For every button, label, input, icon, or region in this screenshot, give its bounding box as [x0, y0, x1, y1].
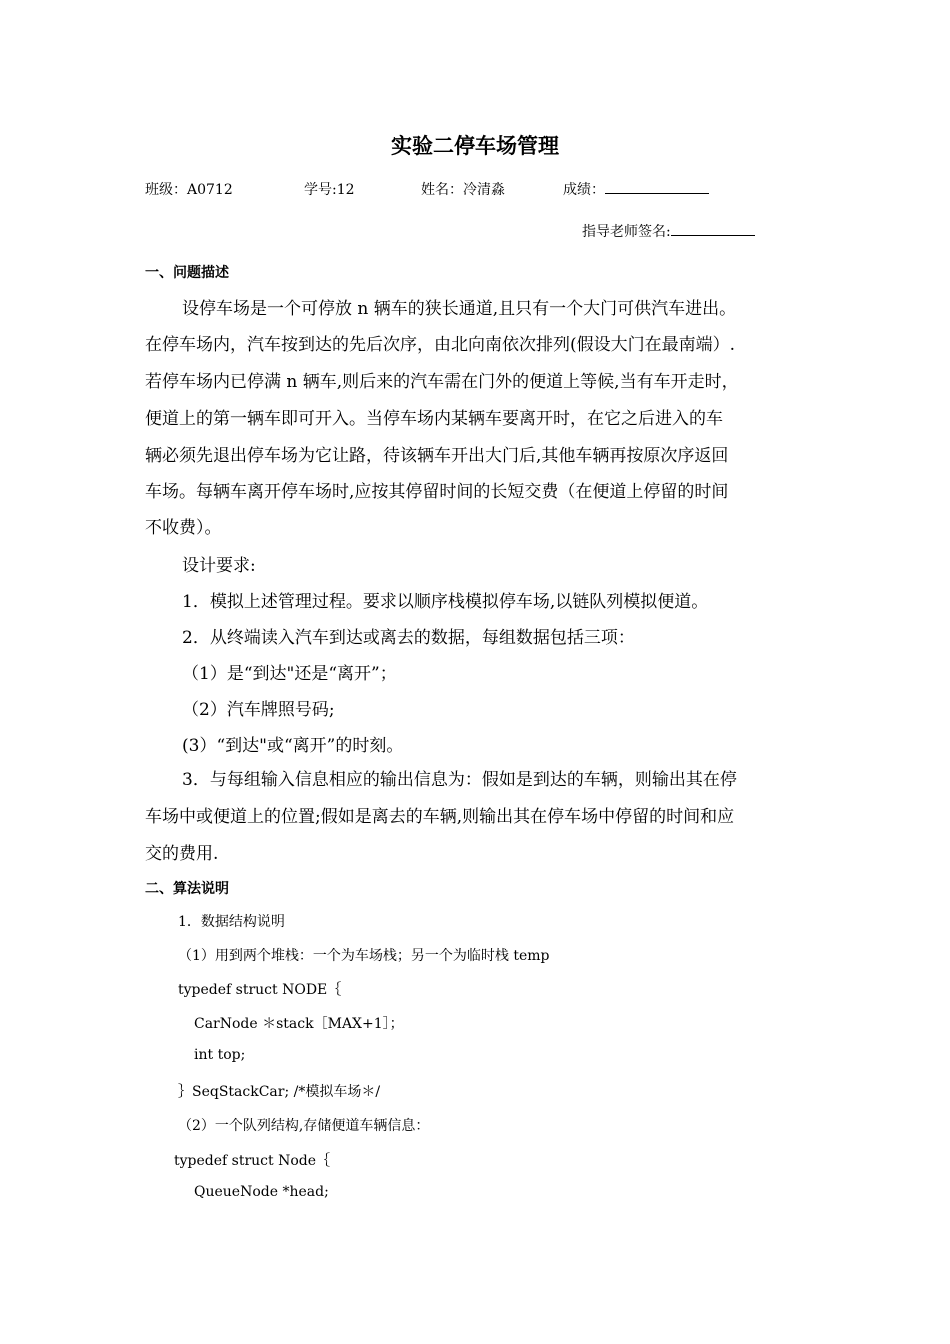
requirement-item: 1．模拟上述管理过程。要求以顺序栈模拟停车场,以链队列模拟便道。: [182, 592, 709, 612]
student-name-field: 姓名：冷清淼: [421, 182, 505, 198]
signature-label: 指导老师签名:: [582, 224, 671, 240]
requirement-item: 2．从终端读入汽车到达或离去的数据，每组数据包括三项：: [182, 628, 635, 648]
paragraph-line: 设停车场是一个可停放 n 辆车的狭长通道,且只有一个大门可供汽车进出。: [182, 299, 737, 319]
paragraph-line: 在停车场内，汽车按到达的先后次序，由北向南依次排列(假设大门在最南端）.: [145, 335, 736, 355]
algorithm-line: （2）一个队列结构,存储便道车辆信息：: [178, 1118, 430, 1134]
paragraph-line: 若停车场内已停满 n 辆车,则后来的汽车需在门外的便道上等候,当有车开走时，: [145, 372, 739, 392]
code-line: int top;: [194, 1047, 246, 1063]
algorithm-line: （1）用到两个堆栈：一个为车场栈；另一个为临时栈 temp: [178, 948, 550, 964]
signature-blank: [671, 223, 755, 236]
signature-field: [582, 221, 755, 241]
paragraph-line: 车场。每辆车离开停车场时,应按其停留时间的长短交费（在便道上停留的时间: [145, 482, 729, 502]
requirements-title: 设计要求:: [182, 556, 256, 576]
code-line: typedef struct Node｛: [174, 1153, 331, 1169]
score-blank: [605, 181, 709, 194]
paragraph-line: 便道上的第一辆车即可开入。当停车场内某辆车要离开时，在它之后进入的车: [145, 409, 723, 429]
requirement-subitem: （2）汽车牌照号码;: [182, 700, 335, 720]
requirement-item: 交的费用.: [145, 844, 219, 864]
score-label: 成绩：: [563, 182, 605, 198]
student-id-field: 学号:12: [304, 182, 355, 198]
requirement-item: 3．与每组输入信息相应的输出信息为：假如是到达的车辆，则输出其在停: [182, 770, 737, 790]
code-line: QueueNode *head;: [194, 1184, 329, 1200]
score-field: [563, 179, 709, 199]
requirement-subitem: （1）是“到达"还是“离开”；: [182, 664, 397, 684]
code-line: ｝SeqStackCar; /*模拟车场＊/: [178, 1084, 381, 1100]
code-line: CarNode ＊stack［MAX+1］；: [194, 1016, 404, 1032]
page-title: 实验二停车场管理: [391, 134, 559, 158]
class-field: 班级：A0712: [145, 182, 233, 198]
requirement-item: 车场中或便道上的位置;假如是离去的车辆,则输出其在停车场中停留的时间和应: [145, 807, 735, 827]
section-heading-algorithm: 二、算法说明: [145, 881, 229, 897]
paragraph-line: 辆必须先退出停车场为它让路，待该辆车开出大门后,其他车辆再按原次序返回: [145, 446, 729, 466]
requirement-subitem: (3）“到达"或“离开”的时刻。: [182, 736, 404, 756]
algorithm-line: 1．数据结构说明: [178, 914, 285, 930]
paragraph-line: 不收费）。: [145, 518, 222, 538]
section-heading-problem: 一、问题描述: [145, 265, 229, 281]
code-line: typedef struct NODE｛: [178, 982, 342, 998]
